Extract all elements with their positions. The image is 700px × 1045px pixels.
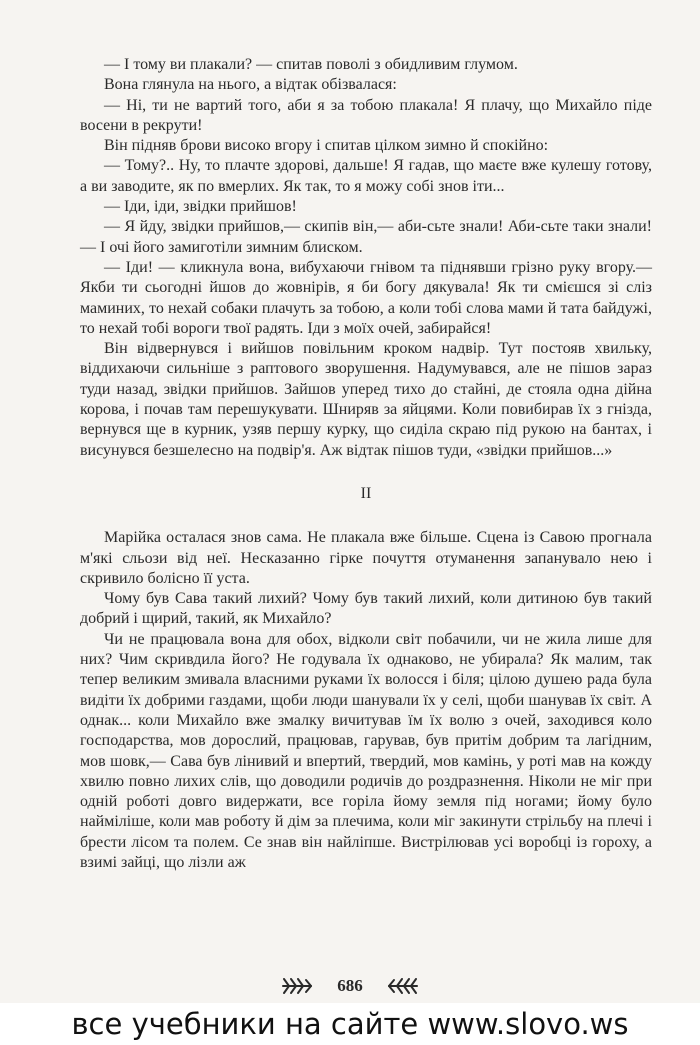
paragraph: — Ні, ти не вартий того, аби я за тобою плакала! Я плачу, що Михайло піде восени в рекрути! xyxy=(80,96,652,134)
branch-ornament-left-icon xyxy=(281,975,315,997)
page-body xyxy=(80,55,652,873)
page-footer xyxy=(0,975,700,997)
paragraph: — Іди, іди, звідки прийшов! xyxy=(104,198,297,216)
paragraph: Чому був Сава такий лихий? Чому був такий лихий, коли дитиною був такий добрий і щирий, такий, як Михайло? xyxy=(80,590,652,628)
paragraph: Марійка осталася знов сама. Не плакала вже більше. Сцена із Савою прогнала м'які сльози від неї. Несказанно гірке почуття отуманення запанувало нею і скривило болісно її уста. xyxy=(80,529,652,587)
paragraph: Вона глянула на нього, а відтак обізвалася: xyxy=(104,76,397,94)
paragraph: — Тому?.. Ну, то плачте здорові, дальше! Я гадав, що маєте вже кулешу готову, а ви заводите, як по вмерлих. Як так, то я можу собі знов іти... xyxy=(80,157,652,195)
branch-ornament-right-icon xyxy=(385,975,419,997)
site-banner: все учебники на сайте www.slovo.ws xyxy=(0,1003,700,1045)
section-heading: II xyxy=(360,484,372,502)
page-number: 686 xyxy=(337,976,363,995)
paragraph: Він відвернувся і вийшов повільним кроком надвір. Тут постояв хвильку, віддихаючи сильніше з раптового зворушення. Надумувався, але не пішов зараз туди назад, звідки прийшов. Зайшов уперед тихо до стайні, де стояла одна дійна корова, і почав там перешукувати. Шниряв за яйцями. Коли повибирав їх з гнізда, вернувся ще в курник, узяв першу курку, що сиділа скраю під рукою на бантах, і висунувся безшелесно на подвір'я. Аж відтак пішов туди, «звідки прийшов...» xyxy=(80,340,652,459)
paragraph: — Я йду, звідки прийшов,— скипів він,— аби-сьте знали! Аби-сьте таки знали! — І очі його замиготіли зимним блиском. xyxy=(80,218,652,256)
paragraph: Він підняв брови високо вгору і спитав цілком зимно й спокійно: xyxy=(104,137,549,155)
paragraph: — Іди! — кликнула вона, вибухаючи гнівом та піднявши грізно руку вгору.— Якби ти сьогодні йшов до жовнірів, я би богу дякувала! Як ти смієшся зі сліз маминих, то нехай собаки плачуть за тобою, а коли тобі слова мами й тата байдужі, то нехай тобі вороги твої радять. Іди з моїх очей, забирайся! xyxy=(80,258,652,337)
paragraph: Чи не працювала вона для обох, відколи світ побачили, чи не жила лише для них? Чим скривдила його? Не годувала їх однаково, не убирала? Як малим, так тепер великим змивала власними руками їх волосся і біля; цілою душею рада була видіти їх добрими газдами, щоби люди шанували їх у селі, щоби шанував їх світ. А однак... коли Михайло вже змалку вичитував їм їх волю з очей, заходився коло господарства, мов дорослий, працював, гарував, був притім добрим та лагідним, мов шовк,— Сава був лінивий и впертий, твердий, мов камінь, у роті мав на кожду хвилю повно лихих слів, що доводили родичів до роздразнення. Ніколи не міг при одній роботі довго видержати, все горіла йому земля під ногами; йому було найміліше, коли мав роботу й дім за плечима, коли міг закинути стрільбу на плечі і брести лісом та полем. Се знав він найліпше. Вистрілював усі воробці із гороху, а взимі зайці, що лізли аж xyxy=(80,630,652,871)
paragraph: — І тому ви плакали? — спитав поволі з обидливим глумом. xyxy=(104,56,518,73)
